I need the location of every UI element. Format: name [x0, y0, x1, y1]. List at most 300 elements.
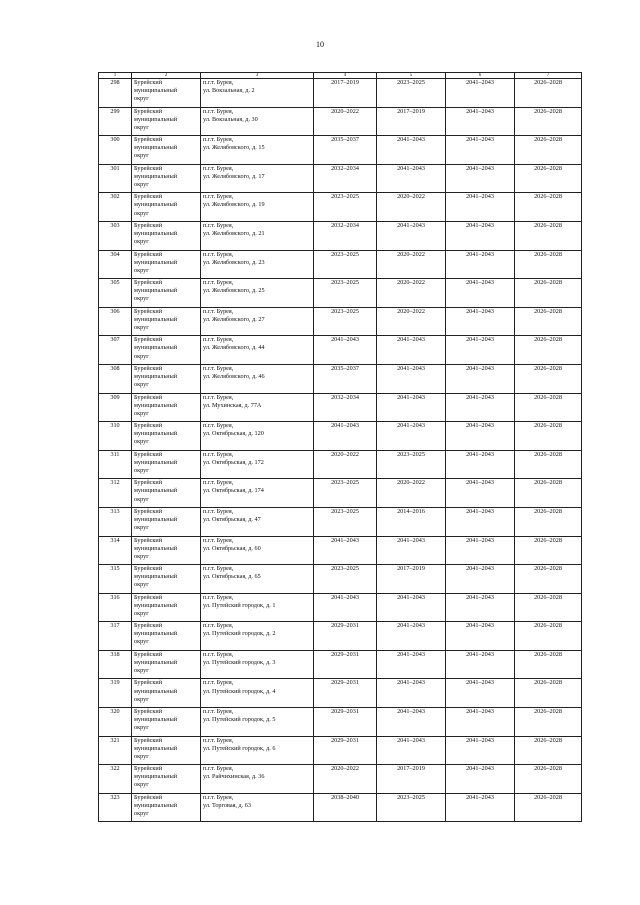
period-cell-c5: 2041–2043 [377, 393, 446, 422]
cell-line: п.г.т. Бурея, [203, 708, 234, 716]
period-cell-c4: 2029–2031 [314, 622, 377, 651]
address-cell [201, 393, 314, 422]
period-cell-c7: 2026–2028 [515, 79, 582, 108]
cell-line: округ [134, 95, 149, 103]
cell-line: ул. Октябрьская, д. 174 [203, 487, 264, 495]
cell-line: п.г.т. Бурея, [203, 307, 234, 315]
period-cell-c5: 2014–2016 [377, 507, 446, 536]
row-number-cell: 299 [99, 107, 132, 136]
cell-line: Бурейский [134, 479, 163, 487]
period-cell-c4: 2020–2022 [314, 107, 377, 136]
table-row [99, 422, 582, 451]
row-number-cell: 311 [99, 450, 132, 479]
row-number-cell: 313 [99, 507, 132, 536]
period-cell-c7: 2026–2028 [515, 307, 582, 336]
period-cell-c6: 2041–2043 [446, 765, 515, 794]
period-cell-c6: 2041–2043 [446, 307, 515, 336]
district-cell [132, 536, 201, 565]
table-row [99, 650, 582, 679]
address-cell [201, 479, 314, 508]
cell-line: Бурейский [134, 279, 163, 287]
cell-line: п.г.т. Бурея, [203, 250, 234, 258]
period-cell-c6: 2041–2043 [446, 593, 515, 622]
cell-line: ул. Райчихинская, д. 36 [203, 773, 265, 781]
period-cell-c6: 2041–2043 [446, 107, 515, 136]
cell-line: муниципальный [134, 373, 178, 381]
period-cell-c7: 2026–2028 [515, 221, 582, 250]
cell-line: Бурейский [134, 679, 163, 687]
period-cell-c7: 2026–2028 [515, 593, 582, 622]
period-cell-c5: 2041–2043 [377, 136, 446, 165]
table-row [99, 193, 582, 222]
address-cell [201, 79, 314, 108]
cell-line: муниципальный [134, 201, 178, 209]
district-cell [132, 107, 201, 136]
address-cell [201, 593, 314, 622]
district-cell [132, 336, 201, 365]
cell-line: округ [134, 495, 149, 503]
table-row [99, 164, 582, 193]
cell-line: ул. Желябовского, д. 23 [203, 258, 265, 266]
cell-line: ул. Желябовского, д. 21 [203, 230, 265, 238]
row-number-cell: 305 [99, 279, 132, 308]
cell-line: округ [134, 609, 149, 617]
cell-line: ул. Желябовского, д. 44 [203, 344, 265, 352]
row-number-cell: 298 [99, 79, 132, 108]
cell-line: Бурейский [134, 307, 163, 315]
cell-line: Бурейский [134, 136, 163, 144]
cell-line: округ [134, 409, 149, 417]
period-cell-c7: 2026–2028 [515, 193, 582, 222]
table-row [99, 307, 582, 336]
period-cell-c5: 2020–2022 [377, 479, 446, 508]
period-cell-c7: 2026–2028 [515, 565, 582, 594]
cell-line: округ [134, 810, 149, 818]
column-header: 2 [132, 73, 201, 79]
table-row [99, 136, 582, 165]
district-cell [132, 679, 201, 708]
cell-line: округ [134, 524, 149, 532]
period-cell-c5: 2020–2022 [377, 279, 446, 308]
period-cell-c4: 2041–2043 [314, 593, 377, 622]
address-cell [201, 793, 314, 822]
cell-line: п.г.т. Бурея, [203, 279, 234, 287]
table-row [99, 279, 582, 308]
row-number-cell: 317 [99, 622, 132, 651]
cell-line: ул. Путейский городок, д. 5 [203, 716, 276, 724]
table-row [99, 593, 582, 622]
period-cell-c7: 2026–2028 [515, 336, 582, 365]
period-cell-c5: 2041–2043 [377, 679, 446, 708]
cell-line: п.г.т. Бурея, [203, 79, 234, 86]
table-row [99, 765, 582, 794]
cell-line: муниципальный [134, 230, 178, 238]
period-cell-c4: 2023–2025 [314, 279, 377, 308]
period-cell-c5: 2017–2019 [377, 107, 446, 136]
cell-line: муниципальный [134, 144, 178, 152]
cell-line: ул. Желябовского, д. 19 [203, 201, 265, 209]
address-cell [201, 136, 314, 165]
address-cell [201, 708, 314, 737]
cell-line: муниципальный [134, 487, 178, 495]
row-number-cell: 322 [99, 765, 132, 794]
cell-line: округ [134, 752, 149, 760]
cell-line: п.г.т. Бурея, [203, 336, 234, 344]
cell-line: ул. Желябовского, д. 25 [203, 287, 265, 295]
cell-line: муниципальный [134, 658, 178, 666]
cell-line: п.г.т. Бурея, [203, 536, 234, 544]
period-cell-c7: 2026–2028 [515, 136, 582, 165]
cell-line: округ [134, 552, 149, 560]
row-number-cell: 310 [99, 422, 132, 451]
period-cell-c7: 2026–2028 [515, 250, 582, 279]
cell-line: округ [134, 209, 149, 217]
period-cell-c7: 2026–2028 [515, 679, 582, 708]
period-cell-c4: 2041–2043 [314, 536, 377, 565]
cell-line: Бурейский [134, 765, 163, 773]
cell-line: п.г.т. Бурея, [203, 507, 234, 515]
cell-line: округ [134, 781, 149, 789]
cell-line: округ [134, 438, 149, 446]
district-cell [132, 136, 201, 165]
period-cell-c7: 2026–2028 [515, 736, 582, 765]
district-cell [132, 565, 201, 594]
cell-line: ул. Путейский городок, д. 3 [203, 658, 276, 666]
cell-line: Бурейский [134, 393, 163, 401]
cell-line: округ [134, 266, 149, 274]
district-cell [132, 250, 201, 279]
table-row [99, 793, 582, 822]
period-cell-c6: 2041–2043 [446, 507, 515, 536]
cell-line: Бурейский [134, 593, 163, 601]
period-cell-c4: 2032–2034 [314, 164, 377, 193]
cell-line: ул. Мухинская, д. 77А [203, 401, 262, 409]
cell-line: округ [134, 352, 149, 360]
cell-line: округ [134, 295, 149, 303]
cell-line: округ [134, 695, 149, 703]
cell-line: ул. Путейский городок, д. 2 [203, 630, 276, 638]
cell-line: п.г.т. Бурея, [203, 479, 234, 487]
period-cell-c5: 2041–2043 [377, 364, 446, 393]
period-cell-c4: 2020–2022 [314, 765, 377, 794]
cell-line: муниципальный [134, 601, 178, 609]
table-row [99, 450, 582, 479]
cell-line: Бурейский [134, 565, 163, 573]
cell-line: округ [134, 123, 149, 131]
period-cell-c5: 2041–2043 [377, 708, 446, 737]
period-cell-c5: 2020–2022 [377, 250, 446, 279]
period-cell-c6: 2041–2043 [446, 708, 515, 737]
cell-line: п.г.т. Бурея, [203, 136, 234, 144]
period-cell-c5: 2017–2019 [377, 765, 446, 794]
cell-line: муниципальный [134, 258, 178, 266]
period-cell-c6: 2041–2043 [446, 450, 515, 479]
column-header: 5 [377, 73, 446, 79]
period-cell-c6: 2041–2043 [446, 622, 515, 651]
cell-line: Бурейский [134, 650, 163, 658]
period-cell-c4: 2032–2034 [314, 221, 377, 250]
period-cell-c4: 2023–2025 [314, 479, 377, 508]
row-number-cell: 300 [99, 136, 132, 165]
cell-line: п.г.т. Бурея, [203, 679, 234, 687]
table-row [99, 622, 582, 651]
cell-line: муниципальный [134, 516, 178, 523]
period-cell-c7: 2026–2028 [515, 793, 582, 822]
cell-line: п.г.т. Бурея, [203, 565, 234, 573]
column-header: 6 [446, 73, 515, 79]
cell-line: муниципальный [134, 544, 178, 552]
cell-line: Бурейский [134, 79, 163, 86]
row-number-cell: 307 [99, 336, 132, 365]
district-cell [132, 650, 201, 679]
address-cell [201, 422, 314, 451]
cell-line: ул. Путейский городок, д. 6 [203, 744, 276, 752]
row-number-cell: 304 [99, 250, 132, 279]
cell-line: муниципальный [134, 773, 178, 781]
address-cell [201, 622, 314, 651]
cell-line: округ [134, 638, 149, 646]
cell-line: ул. Октябрьская, д. 172 [203, 458, 264, 466]
cell-line: Бурейский [134, 250, 163, 258]
address-cell [201, 736, 314, 765]
table-body [99, 79, 582, 822]
cell-line: Бурейский [134, 193, 163, 201]
column-header: 7 [515, 73, 582, 79]
district-cell [132, 193, 201, 222]
period-cell-c4: 2017–2019 [314, 79, 377, 108]
address-cell [201, 650, 314, 679]
table-row [99, 479, 582, 508]
period-cell-c6: 2041–2043 [446, 221, 515, 250]
table-row [99, 107, 582, 136]
table-row [99, 679, 582, 708]
district-cell [132, 507, 201, 536]
address-cell [201, 536, 314, 565]
period-cell-c7: 2026–2028 [515, 364, 582, 393]
cell-line: округ [134, 180, 149, 188]
column-header: 3 [201, 73, 314, 79]
period-cell-c5: 2041–2043 [377, 221, 446, 250]
cell-line: Бурейский [134, 736, 163, 744]
table-row [99, 221, 582, 250]
district-cell [132, 793, 201, 822]
district-cell [132, 164, 201, 193]
cell-line: п.г.т. Бурея, [203, 164, 234, 172]
table-row [99, 79, 582, 108]
cell-line: п.г.т. Бурея, [203, 793, 234, 801]
page-number: 10 [316, 40, 324, 49]
cell-line: п.г.т. Бурея, [203, 736, 234, 744]
period-cell-c7: 2026–2028 [515, 279, 582, 308]
period-cell-c6: 2041–2043 [446, 479, 515, 508]
address-cell [201, 250, 314, 279]
cell-line: Бурейский [134, 536, 163, 544]
district-cell [132, 765, 201, 794]
row-number-cell: 321 [99, 736, 132, 765]
period-cell-c7: 2026–2028 [515, 393, 582, 422]
district-cell [132, 736, 201, 765]
row-number-cell: 306 [99, 307, 132, 336]
period-cell-c6: 2041–2043 [446, 193, 515, 222]
period-cell-c6: 2041–2043 [446, 650, 515, 679]
cell-line: п.г.т. Бурея, [203, 450, 234, 458]
period-cell-c5: 2020–2022 [377, 193, 446, 222]
district-cell [132, 479, 201, 508]
row-number-cell: 323 [99, 793, 132, 822]
cell-line: муниципальный [134, 801, 178, 809]
period-cell-c4: 2029–2031 [314, 679, 377, 708]
address-cell [201, 279, 314, 308]
period-cell-c5: 2020–2022 [377, 307, 446, 336]
address-cell [201, 507, 314, 536]
district-cell [132, 79, 201, 108]
cell-line: Бурейский [134, 450, 163, 458]
period-cell-c7: 2026–2028 [515, 422, 582, 451]
district-cell [132, 422, 201, 451]
cell-line: муниципальный [134, 287, 178, 295]
period-cell-c7: 2026–2028 [515, 765, 582, 794]
district-cell [132, 364, 201, 393]
period-cell-c4: 2020–2022 [314, 450, 377, 479]
address-cell [201, 307, 314, 336]
period-cell-c5: 2023–2025 [377, 450, 446, 479]
cell-line: п.г.т. Бурея, [203, 422, 234, 430]
cell-line: муниципальный [134, 716, 178, 724]
cell-line: муниципальный [134, 315, 178, 323]
period-cell-c6: 2041–2043 [446, 679, 515, 708]
period-cell-c4: 2038–2040 [314, 793, 377, 822]
period-cell-c5: 2041–2043 [377, 593, 446, 622]
district-cell [132, 622, 201, 651]
address-cell [201, 193, 314, 222]
address-cell [201, 107, 314, 136]
row-number-cell: 312 [99, 479, 132, 508]
address-cell [201, 565, 314, 594]
cell-line: ул. Октябрьская, д. 60 [203, 544, 261, 552]
cell-line: муниципальный [134, 430, 178, 438]
period-cell-c6: 2041–2043 [446, 336, 515, 365]
table-row [99, 708, 582, 737]
table-row [99, 393, 582, 422]
cell-line: Бурейский [134, 221, 163, 229]
column-header: 1 [99, 73, 132, 79]
table-row [99, 336, 582, 365]
cell-line: ул. Путейский городок, д. 1 [203, 601, 276, 609]
cell-line: п.г.т. Бурея, [203, 622, 234, 630]
district-cell [132, 279, 201, 308]
period-cell-c4: 2023–2025 [314, 565, 377, 594]
row-number-cell: 315 [99, 565, 132, 594]
row-number-cell: 320 [99, 708, 132, 737]
period-cell-c7: 2026–2028 [515, 507, 582, 536]
cell-line: п.г.т. Бурея, [203, 650, 234, 658]
cell-line: Бурейский [134, 107, 163, 115]
district-cell [132, 221, 201, 250]
cell-line: Бурейский [134, 422, 163, 430]
cell-line: ул. Желябовского, д. 27 [203, 315, 265, 323]
period-cell-c4: 2041–2043 [314, 336, 377, 365]
cell-line: п.г.т. Бурея, [203, 593, 234, 601]
column-header: 4 [314, 73, 377, 79]
cell-line: п.г.т. Бурея, [203, 107, 234, 115]
address-cell [201, 336, 314, 365]
row-number-cell: 319 [99, 679, 132, 708]
cell-line: ул. Желябовского, д. 46 [203, 373, 265, 381]
period-cell-c7: 2026–2028 [515, 479, 582, 508]
period-cell-c4: 2029–2031 [314, 708, 377, 737]
row-number-cell: 309 [99, 393, 132, 422]
cell-line: п.г.т. Бурея, [203, 193, 234, 201]
address-cell [201, 164, 314, 193]
period-cell-c4: 2035–2037 [314, 136, 377, 165]
period-cell-c6: 2041–2043 [446, 250, 515, 279]
period-cell-c7: 2026–2028 [515, 450, 582, 479]
cell-line: округ [134, 724, 149, 732]
period-cell-c5: 2041–2043 [377, 164, 446, 193]
period-cell-c7: 2026–2028 [515, 622, 582, 651]
period-cell-c5: 2023–2025 [377, 79, 446, 108]
district-cell [132, 307, 201, 336]
period-cell-c4: 2029–2031 [314, 650, 377, 679]
cell-line: округ [134, 381, 149, 389]
cell-line: округ [134, 667, 149, 675]
table-row [99, 364, 582, 393]
row-number-cell: 302 [99, 193, 132, 222]
period-cell-c6: 2041–2043 [446, 279, 515, 308]
cell-line: п.г.т. Бурея, [203, 765, 234, 773]
period-cell-c7: 2026–2028 [515, 107, 582, 136]
cell-line: муниципальный [134, 687, 178, 695]
address-cell [201, 679, 314, 708]
cell-line: округ [134, 323, 149, 331]
period-cell-c4: 2041–2043 [314, 422, 377, 451]
row-number-cell: 316 [99, 593, 132, 622]
cell-line: Бурейский [134, 708, 163, 716]
cell-line: ул. Октябрьская, д. 120 [203, 430, 264, 438]
district-cell [132, 593, 201, 622]
cell-line: округ [134, 466, 149, 474]
district-cell [132, 393, 201, 422]
cell-line: муниципальный [134, 115, 178, 123]
period-cell-c5: 2041–2043 [377, 422, 446, 451]
address-cell [201, 221, 314, 250]
cell-line: ул. Желябовского, д. 17 [203, 172, 265, 180]
cell-line: Бурейский [134, 507, 163, 515]
table-row [99, 736, 582, 765]
period-cell-c6: 2041–2043 [446, 422, 515, 451]
cell-line: Бурейский [134, 164, 163, 172]
period-cell-c4: 2023–2025 [314, 307, 377, 336]
period-cell-c7: 2026–2028 [515, 650, 582, 679]
cell-line: округ [134, 152, 149, 160]
period-cell-c6: 2041–2043 [446, 565, 515, 594]
period-cell-c4: 2032–2034 [314, 393, 377, 422]
period-cell-c6: 2041–2043 [446, 136, 515, 165]
cell-line: ул. Торговая, д. 63 [203, 801, 251, 809]
period-cell-c6: 2041–2043 [446, 164, 515, 193]
cell-line: ул. Октябрьская, д. 47 [203, 516, 261, 523]
cell-line: Бурейский [134, 364, 163, 372]
period-cell-c4: 2023–2025 [314, 193, 377, 222]
cell-line: п.г.т. Бурея, [203, 393, 234, 401]
table-row [99, 565, 582, 594]
period-cell-c5: 2023–2025 [377, 793, 446, 822]
cell-line: п.г.т. Бурея, [203, 364, 234, 372]
cell-line: ул. Вокзальная, д. 2 [203, 87, 255, 95]
period-cell-c6: 2041–2043 [446, 736, 515, 765]
cell-line: ул. Путейский городок, д. 4 [203, 687, 276, 695]
period-cell-c4: 2029–2031 [314, 736, 377, 765]
